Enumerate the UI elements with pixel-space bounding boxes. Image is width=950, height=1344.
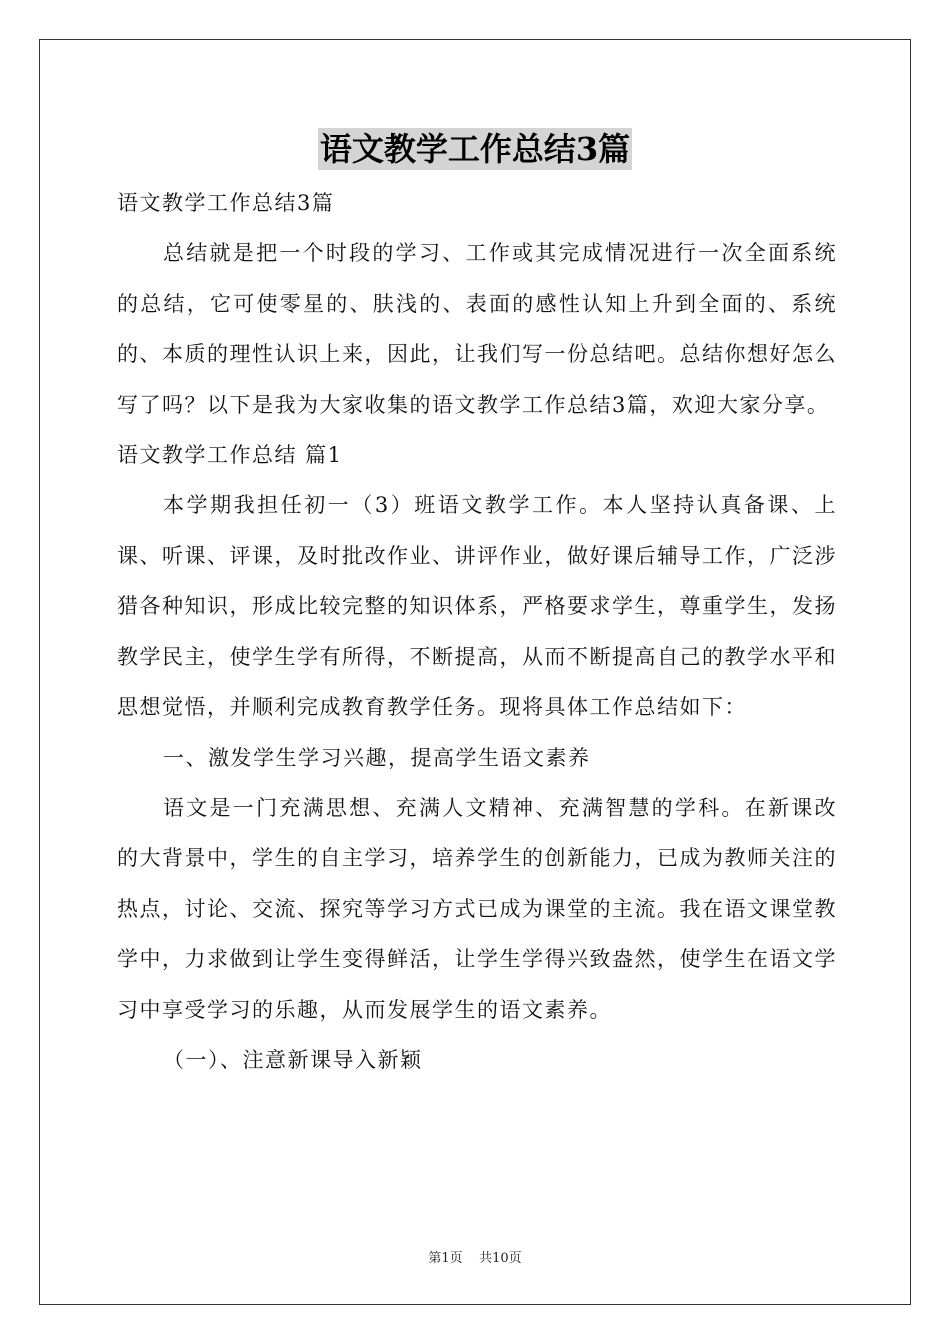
point-heading-1: 一、激发学生学习兴趣，提高学生语文素养	[163, 745, 591, 770]
section-1-paragraph: 本学期我担任初一（3）班语文教学工作。本人坚持认真备课、上课、听课、评课，及时批改作业、讲评作业，做好课后辅导工作，广泛涉猎各种知识，形成比较完整的知识体系，严格要求学生，尊重学生，发扬教学民主，使学生学有所得，不断提高，从而不断提高自己的教学水平和思想觉悟，并顺利完成教育教学任务。现将具体工作总结如下：	[117, 493, 837, 719]
sub-heading-1: （一）、注意新课导入新颖	[163, 1048, 423, 1072]
intro-paragraph: 总结就是把一个时段的学习、工作或其完成情况进行一次全面系统的总结，它可使零星的、肤浅的、表面的感性认知上升到全面的、系统的、本质的理性认识上来，因此，让我们写一份总结吧。总结你想好怎么写了吗？以下是我为大家收集的语文教学工作总结3篇，欢迎大家分享。	[117, 241, 837, 417]
page-number-footer: 第1页 共10页	[428, 1251, 522, 1266]
document-body	[117, 178, 837, 1085]
section-heading-1: 语文教学工作总结 篇1	[117, 443, 343, 467]
point-1-paragraph: 语文是一门充满思想、充满人文精神、充满智慧的学科。在新课改的大背景中，学生的自主学习，培养学生的创新能力，已成为教师关注的热点，讨论、交流、探究等学习方式已成为课堂的主流。我在语文课堂教学中，力求做到让学生变得鲜活，让学生学得兴致盎然，使学生在语文学习中享受学习的乐趣，从而发展学生的语文素养。	[117, 795, 837, 1022]
document-title	[0, 128, 950, 170]
document-subtitle: 语文教学工作总结3篇	[117, 191, 335, 215]
document-title-text: 语文教学工作总结3篇	[319, 130, 631, 168]
